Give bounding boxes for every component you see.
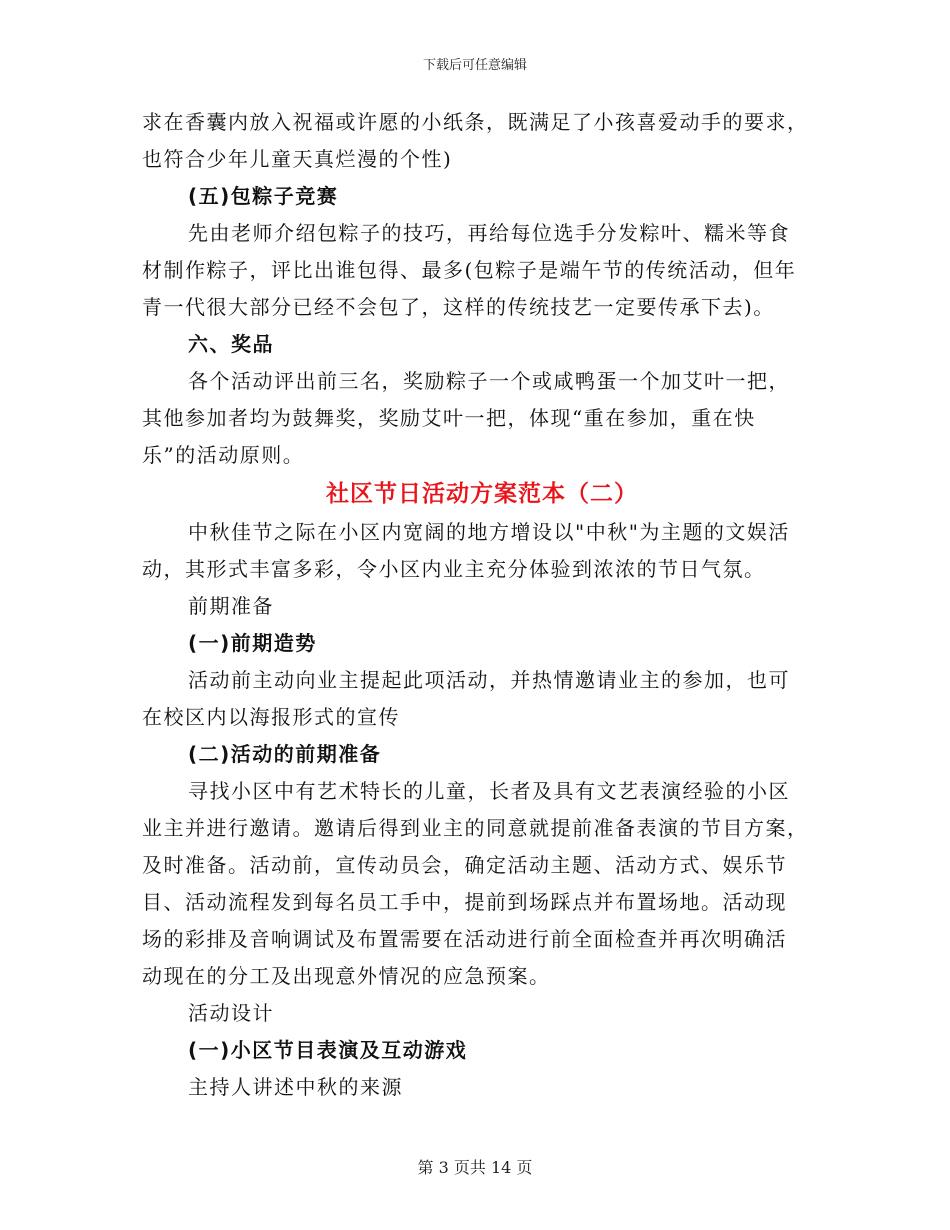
paragraph-line: 及时准备。活动前，宣传动员会，确定活动主题、活动方式、娱乐节 (142, 853, 787, 877)
paragraph-line: 各个活动评出前三名，奖励粽子一个或咸鸭蛋一个加艾叶一把， (188, 369, 790, 393)
heading-contest: (五)包粽子竞赛 (188, 184, 339, 208)
paragraph-line: 前期准备 (188, 594, 274, 618)
page-footer: 第 3 页共 14 页 (417, 1158, 533, 1177)
paragraph-line: 业主并进行邀请。邀请后得到业主的同意就提前准备表演的节目方案， (142, 816, 809, 840)
heading-pre-promotion: (一)前期造势 (188, 631, 317, 655)
heading-prizes: 六、奖品 (188, 332, 274, 356)
paragraph-line: 场的彩排及音响调试及布置需要在活动进行前全面检查并再次明确活 (142, 927, 787, 951)
paragraph-line: 求在香囊内放入祝福或许愿的小纸条，既满足了小孩喜爱动手的要求， (142, 110, 809, 134)
section-title: 社区节日活动方案范本（二） (326, 480, 638, 507)
paragraph-line: 中秋佳节之际在小区内宽阔的地方增设以"中秋"为主题的文娱活 (188, 520, 790, 544)
paragraph-line: 动，其形式丰富多彩，令小区内业主充分体验到浓浓的节日气氛。 (142, 557, 766, 581)
paragraph-line: 材制作粽子，评比出谁包得、最多(包粽子是端午节的传统活动，但年 (142, 258, 797, 282)
paragraph-line: 先由老师介绍包粽子的技巧，再给每位选手分发粽叶、糯米等食 (188, 221, 790, 245)
paragraph-line: 寻找小区中有艺术特长的儿童，长者及具有文艺表演经验的小区 (188, 779, 790, 803)
heading-preparation: (二)活动的前期准备 (188, 742, 382, 766)
paragraph-line: 目、活动流程发到每名员工手中，提前到场踩点并布置场地。活动现 (142, 890, 787, 914)
paragraph-line: 青一代很大部分已经不会包了，这样的传统技艺一定要传承下去)。 (142, 295, 775, 319)
paragraph-line: 其他参加者均为鼓舞奖，奖励艾叶一把，体现“重在参加，重在快 (142, 406, 756, 430)
paragraph-line: 主持人讲述中秋的来源 (188, 1075, 403, 1099)
page-header: 下载后可任意编辑 (422, 58, 527, 73)
paragraph-line: 乐”的活动原则。 (142, 443, 305, 467)
paragraph-line: 动现在的分工及出现意外情况的应急预案。 (142, 964, 551, 988)
paragraph-line: 也符合少年儿童天真烂漫的个性) (142, 147, 453, 171)
paragraph-line: 活动前主动向业主提起此项活动，并热情邀请业主的参加，也可 (188, 668, 790, 692)
document-body (142, 104, 822, 1106)
paragraph-line: 活动设计 (188, 1001, 274, 1025)
heading-performance: (一)小区节目表演及互动游戏 (188, 1038, 468, 1062)
paragraph-line: 在校区内以海报形式的宣传 (142, 705, 400, 729)
